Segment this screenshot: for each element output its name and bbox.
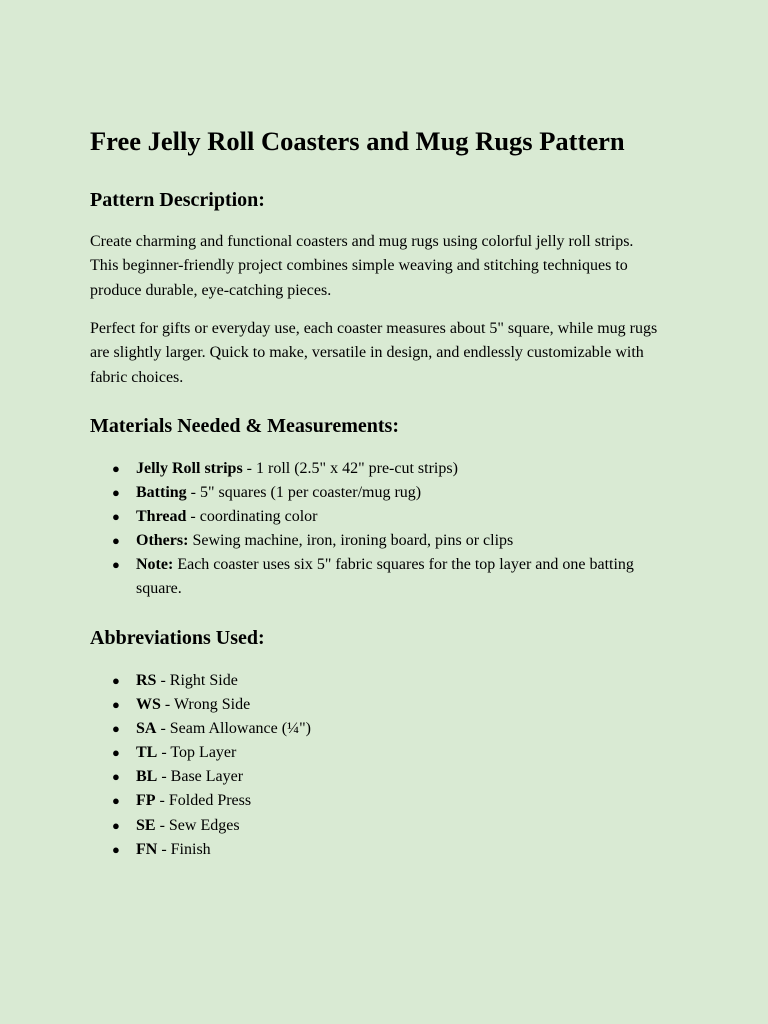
list-item <box>90 669 670 693</box>
bullet-icon: ● <box>112 461 120 476</box>
bullet-icon: ● <box>112 673 120 688</box>
item-term: FN <box>136 840 158 858</box>
item-term: Jelly Roll strips <box>136 460 243 477</box>
item-text: - Base Layer <box>157 768 244 786</box>
item-text: - coordinating color <box>186 508 318 526</box>
list-item <box>90 741 670 765</box>
materials-heading: Materials Needed & Measurements: <box>90 415 399 437</box>
item-term: Others: <box>136 532 189 550</box>
bullet-icon: ● <box>112 769 120 785</box>
bullet-icon: ● <box>112 557 120 573</box>
list-item <box>90 717 670 741</box>
list-item <box>90 529 670 553</box>
page-title: Free Jelly Roll Coasters and Mug Rugs Pattern <box>90 126 625 156</box>
item-text: - 1 roll (2.5" x 42" pre-cut strips) <box>242 460 458 477</box>
list-item <box>90 505 670 529</box>
list-item <box>90 789 670 813</box>
item-term: Batting <box>136 484 187 502</box>
materials-list <box>90 457 670 602</box>
item-term: TL <box>136 744 158 762</box>
bullet-icon: ● <box>112 697 120 713</box>
item-text: Each coaster uses six 5" fabric squares for the top layer and one batting square. <box>136 556 634 598</box>
item-term: Thread <box>136 508 187 526</box>
item-text: - Seam Allowance (¼") <box>156 720 311 738</box>
description-paragraph-1: Create charming and functional coasters and mug rugs using colorful jelly roll strips. This beginner-friendly project combines simple weaving and stitching techniques to produce durable, eye-catching pieces. <box>90 233 634 299</box>
item-term: RS <box>136 672 157 689</box>
item-text: - 5" squares (1 per coaster/mug rug) <box>186 484 422 502</box>
list-item <box>90 457 670 481</box>
item-text: - Folded Press <box>155 792 252 810</box>
item-term: SE <box>136 816 156 834</box>
bullet-icon: ● <box>112 485 120 501</box>
bullet-icon: ● <box>112 817 120 833</box>
item-text: - Finish <box>157 840 211 858</box>
abbreviations-heading: Abbreviations Used: <box>90 627 265 649</box>
list-item <box>90 553 670 601</box>
item-text: Sewing machine, iron, ironing board, pins or clips <box>188 532 514 550</box>
description-paragraph-2: Perfect for gifts or everyday use, each coaster measures about 5" square, while mug rugs are slightly larger. Quick to make, versatile in design, and endlessly customizable with fabric choices. <box>90 320 658 386</box>
item-text: - Top Layer <box>157 744 237 762</box>
item-term: Note: <box>136 556 174 574</box>
bullet-icon: ● <box>112 721 120 737</box>
item-text: - Sew Edges <box>155 816 240 834</box>
list-item <box>90 481 670 505</box>
item-text: - Wrong Side <box>160 696 251 714</box>
item-text: - Right Side <box>156 672 238 689</box>
list-item <box>90 693 670 717</box>
bullet-icon: ● <box>112 533 120 549</box>
bullet-icon: ● <box>112 793 120 809</box>
list-item <box>90 814 670 838</box>
list-item <box>90 838 670 862</box>
abbreviations-list <box>90 669 670 862</box>
item-term: WS <box>136 696 161 714</box>
bullet-icon: ● <box>112 841 120 857</box>
item-term: FP <box>136 792 156 810</box>
bullet-icon: ● <box>112 745 120 761</box>
item-term: BL <box>136 768 158 786</box>
item-term: SA <box>136 720 157 738</box>
list-item <box>90 765 670 789</box>
bullet-icon: ● <box>112 509 120 525</box>
pattern-description-heading: Pattern Description: <box>90 189 265 211</box>
